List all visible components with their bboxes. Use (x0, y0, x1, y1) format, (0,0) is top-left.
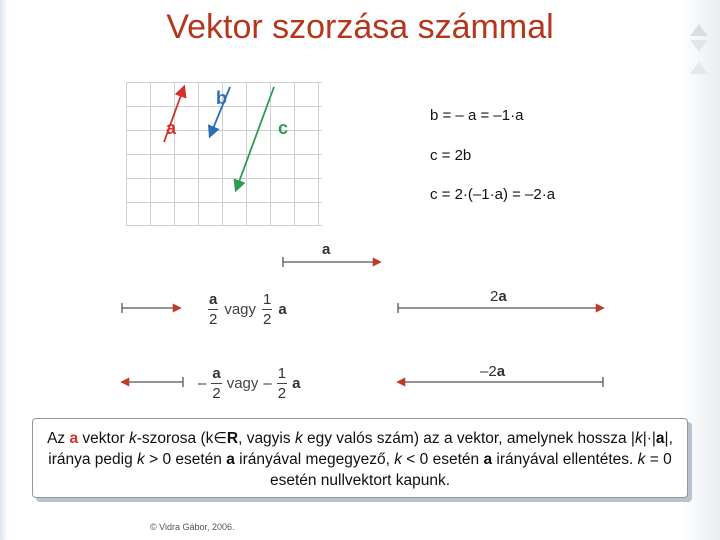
deco-triangle-3 (690, 62, 708, 74)
fraction-one-half-neg: $\frac{1}{2}$ (277, 365, 287, 402)
equation-c: c = 2b (430, 147, 472, 164)
definition-box: Az a vektor k-szorosa (k∈R, vagyis k egy valós szám) az a vektor, amelynek hossza |k|·|a|, iránya pedig k > 0 esetén a irányával megegyező, k < 0 esetén a irányával ellentétes. k = 0 esetén nullvektort kapunk. (32, 418, 688, 498)
grid-label-b: b (216, 88, 227, 108)
grid-label-a: a (166, 118, 177, 138)
equation-c-expanded: c = 2·(–1·a) = –2·a (430, 186, 556, 203)
fraction-a-over-2: $\frac{a}{2}$ (209, 291, 218, 328)
label-minus-half-a: – $\frac{a}{2}$ vagy – $\frac{1}{2}$ a (198, 365, 301, 402)
grid-label-c: c (278, 118, 289, 138)
label-2a: 2a (490, 288, 507, 305)
fraction-one-half: $\frac{1}{2}$ (263, 291, 272, 328)
fraction-a-over-2-neg: $\frac{a}{2}$ (212, 365, 221, 402)
vector-grid (126, 82, 322, 226)
label-half-a: $\frac{a}{2}$ vagy $\frac{1}{2}$ a (209, 291, 287, 328)
slide-title: Vektor szorzása számmal (166, 8, 554, 46)
equation-b: b = – a = –1·a (430, 107, 524, 124)
label-minus-2a: –2a (480, 363, 506, 380)
vector-c-arrow (236, 87, 274, 190)
label-a: a (322, 241, 331, 258)
slide-left-frame (0, 0, 8, 540)
copyright-credit: © Vidra Gábor, 2006. (150, 522, 235, 532)
